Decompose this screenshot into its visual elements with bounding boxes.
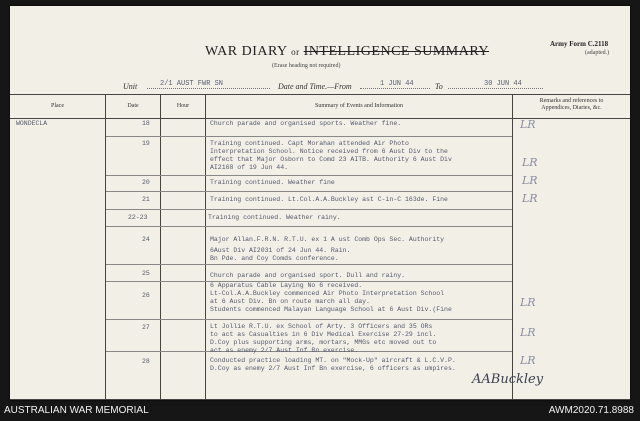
entry-text: 6Aust Div AI2031 of 24 Jun 44. Rain.	[210, 247, 351, 254]
row-separator	[106, 191, 512, 192]
army-form-number: Army Form C.2118	[550, 40, 609, 48]
unit-value: 2/1 AUST FWR SN	[160, 80, 224, 88]
row-separator	[106, 226, 512, 227]
remarks-initial: LR	[522, 174, 538, 187]
remarks-initial: LR	[520, 118, 536, 131]
entry-text: Interpretation School. Notice received from 6 Aust Div to the	[210, 148, 448, 155]
row-separator	[106, 209, 512, 210]
remarks-initial: LR	[520, 354, 536, 367]
archive-reference: AWM2020.71.8988	[548, 405, 634, 416]
entry-text: to act as Casualties in 6 Div Medical Exercise 27-29 incl.	[210, 331, 437, 338]
archive-credit: AUSTRALIAN WAR MEMORIAL	[4, 405, 149, 416]
column-rule-date	[160, 94, 161, 399]
remarks-initial: LR	[520, 326, 536, 339]
entry-text: Training continued. Capt Morahan attended Air Photo	[210, 140, 409, 147]
entry-date: 21	[142, 196, 150, 203]
entry-text: Lt Jollie R.T.U. ex School of Arty. 3 Officers and 35 ORs	[210, 323, 433, 330]
entry-date: 28	[142, 358, 150, 365]
entry-date: 22-23	[128, 214, 148, 221]
column-header-summary: Summary of Events and Information	[315, 103, 403, 109]
entry-text: act as enemy 2/7 Aust Inf Bn exercise.	[210, 347, 359, 354]
date-from-value: 1 JUN 44	[380, 80, 414, 88]
form-adapted-note: (adapted.)	[585, 50, 610, 56]
table-bottom-rule	[10, 399, 630, 400]
entry-text: Training continued. Lt.Col.A.A.Buckley ast C-in-C 163de. Fine	[210, 196, 448, 203]
column-header-date: Date	[127, 103, 139, 109]
entry-text: Lt-Col.A.A.Buckley commenced Air Photo Interpretation School	[210, 290, 445, 297]
remarks-initial: LR	[522, 192, 538, 205]
entry-text: Church parade and organised sports. Weather fine.	[210, 120, 402, 127]
column-header-hour: Hour	[176, 103, 190, 109]
entry-text: D.Coy plus supporting arms, mortars, MMGs etc moved out to	[210, 339, 437, 346]
entry-text: at 6 Aust Div. Bn on route march all day.	[210, 298, 370, 305]
to-dotted-line	[448, 88, 543, 89]
row-separator	[106, 264, 512, 265]
column-rule-hour	[205, 94, 206, 399]
date-time-from-label: Date and Time.—From	[278, 82, 352, 91]
entry-date: 27	[142, 324, 150, 331]
entry-date: 25	[142, 270, 150, 277]
unit-dotted-line	[147, 88, 270, 89]
entry-text: 6 Apparatus Cable Laying No 6 received.	[210, 282, 363, 289]
document-title: WAR DIARY or INTELLIGENCE SUMMARY	[205, 44, 490, 59]
column-header-place: Place	[51, 103, 64, 109]
erase-note: (Erase heading not required)	[272, 63, 341, 69]
entry-text: Training continued. Weather rainy.	[208, 214, 341, 221]
row-separator	[106, 136, 512, 137]
entry-text: Major Allan.F.R.N. R.T.U. ex 1 A ust Comb Ops Sec. Authority	[210, 236, 445, 243]
entry-date: 20	[142, 179, 150, 186]
table-header-rule	[10, 118, 630, 119]
unit-label: Unit	[123, 82, 138, 91]
table-top-rule	[10, 94, 630, 95]
column-rule-place	[105, 94, 106, 399]
column-rule-summary	[512, 94, 513, 399]
date-to-value: 30 JUN 44	[484, 80, 522, 88]
place-entry: WONDECLA	[16, 120, 48, 127]
war-diary-sheet	[10, 6, 630, 400]
remarks-initial: LR	[522, 156, 538, 169]
entry-text: Training continued. Weather fine	[210, 179, 335, 186]
entry-text: Church parade and organised sport. Dull and rainy.	[210, 272, 406, 279]
entry-date: 18	[142, 120, 150, 127]
date-to-label: To	[435, 82, 443, 91]
remarks-initial: LR	[520, 296, 536, 309]
entry-date: 24	[142, 236, 150, 243]
column-header-remarks-cont: Appendices, Diaries, &c.	[541, 105, 602, 111]
column-header-remarks: Remarks and references to	[539, 98, 604, 104]
entry-text: Students commenced Malayan Language School at 6 Aust Div.(Fine	[210, 306, 452, 313]
entry-text: Bn Pde. and Coy Comds conference.	[210, 255, 339, 262]
entry-text: effect that Major Osborn to Comd 23 AITB. Authority 6 Aust Div	[210, 156, 452, 163]
entry-date: 19	[142, 140, 150, 147]
row-separator	[106, 175, 512, 176]
entry-text: D.Coy as enemy 2/7 Aust Inf Bn exercise, 6 officers as umpires.	[210, 365, 456, 372]
entry-text: AI2168 of 19 Jun 44.	[210, 164, 289, 171]
commanding-officer-signature: AABuckley	[472, 372, 544, 387]
from-dotted-line	[360, 88, 430, 89]
row-separator	[106, 319, 512, 320]
entry-date: 26	[142, 292, 150, 299]
entry-text: Conducted practice loading MT. on "Mock-Up" aircraft & L.C.V.P.	[210, 357, 456, 364]
